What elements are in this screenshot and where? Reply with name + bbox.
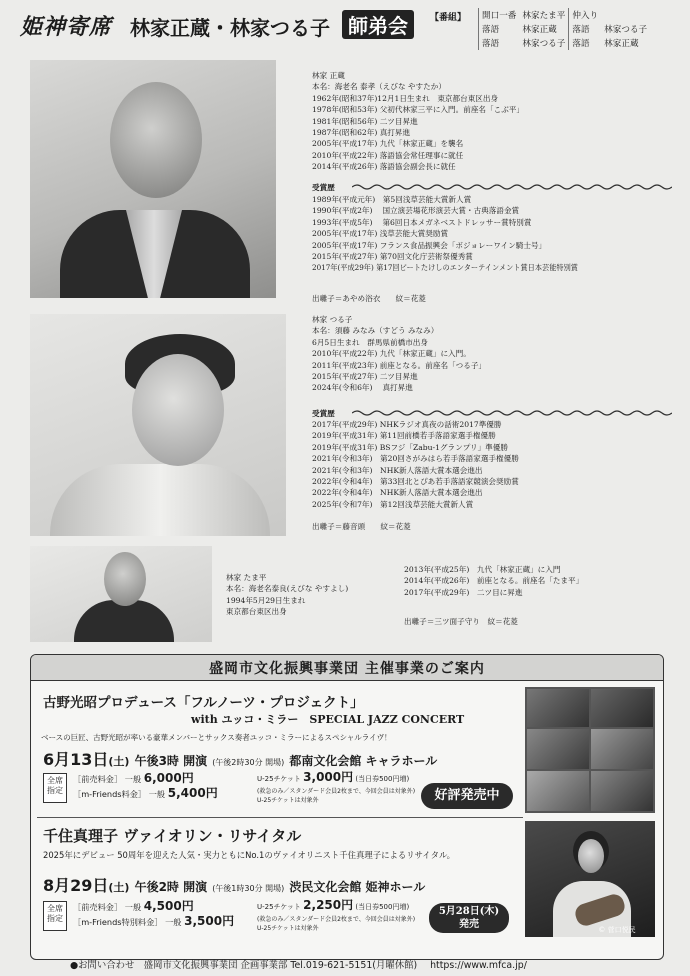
- event2-day: (土): [108, 881, 130, 894]
- notice-heading: 盛岡市文化振興事業団 主催事業のご案内: [31, 655, 663, 681]
- event1-venue: 都南文化会館 キャラホール: [289, 754, 438, 768]
- footer-contact: ●お問い合わせ 盛岡市文化振興事業団 企画事業部: [70, 960, 288, 971]
- price-value: 6,000円: [143, 771, 194, 785]
- performers-title: 林家正蔵・林家つる子: [130, 16, 330, 40]
- award-line: 1989年(平成元年) 第5回浅草芸能大賞新人賞: [312, 195, 472, 204]
- event1-subtitle: with ユッコ・ミラー SPECIAL JAZZ CONCERT: [191, 713, 465, 726]
- program-box: [430, 8, 682, 66]
- event1-desc: ベースの巨匠、古野光昭が率いる豪華メンバーとサックス奏者ユッコ・ミラーによるスペシャルライヴ！: [41, 733, 392, 742]
- program-cell: 落語: [479, 36, 520, 50]
- u25-note: (当日券500円増): [355, 775, 410, 783]
- career-line: 2014年(平成26年) 前座となる。前座名「たま平」: [404, 576, 584, 586]
- program-label: 【番組】: [430, 13, 467, 23]
- program-row: [479, 8, 651, 22]
- tsuruko-music: 出囃子＝藤音頭 紋＝花菱: [312, 522, 411, 531]
- profile-line: 本名：海老名 泰孝（えびな やすたか）: [312, 82, 446, 92]
- profile-line: 1962年(昭和37年)12月1日生まれ 東京都台東区出身: [312, 93, 499, 103]
- program-cell: 林家正蔵: [604, 39, 639, 49]
- profile-line: 2010年(平成22年) 落語協会常任理事に就任: [312, 150, 464, 160]
- tamahei-music: 出囃子＝三ツ面子守り 紋＝花菱: [404, 617, 518, 626]
- event-name: 姫神寄席: [20, 14, 113, 40]
- program-cell: 仲入り: [569, 8, 601, 22]
- u25-label: U-25チケット: [257, 903, 301, 911]
- u25-note: (当日券500円増): [355, 903, 410, 911]
- tsuruko-profile: [312, 314, 682, 394]
- tamahei-profile: [226, 572, 406, 618]
- program-cell: 林家つる子: [522, 39, 566, 49]
- header-title-block: [12, 8, 432, 44]
- notice-panel: [30, 654, 664, 960]
- small-note: U-25チケットは対象外: [257, 925, 319, 932]
- footer-tel[interactable]: Tel.019-621-5151(月曜休館): [290, 960, 418, 971]
- event2-doors: (午後1時30分 開場): [212, 884, 285, 893]
- small-note: U-25チケットは対象外: [257, 797, 319, 804]
- price-value: 3,500円: [184, 914, 235, 928]
- award-line: 2015年(平成27年) 第70回文化庁芸術祭優秀賞: [312, 252, 473, 262]
- program-cell: 落語: [569, 36, 601, 50]
- event1-day: (土): [108, 755, 130, 768]
- program-cell: 林家正蔵: [522, 25, 557, 35]
- program-cell: 林家つる子: [604, 25, 648, 35]
- career-line: 2013年(平成25年) 九代「林家正蔵」に入門: [404, 565, 561, 574]
- shozo-awards-label: 受賞歴: [312, 183, 335, 192]
- profile-line: 1994年5月29日生まれ: [226, 595, 306, 605]
- u25-price: 3,000円: [303, 770, 354, 784]
- profile-line: 2024年(令和6年) 真打昇進: [312, 383, 413, 393]
- career-line: 2017年(平成29年) 二ツ目に昇進: [404, 587, 523, 597]
- profile-line: 東京都台東区出身: [226, 607, 287, 617]
- program-cell: 林家たま平: [522, 11, 566, 21]
- award-line: 2019年(平成31年) 第11回前橋若手落語家選手権優勝: [312, 431, 496, 441]
- footer: [70, 957, 680, 971]
- event2-date-line: [43, 873, 425, 896]
- price-note: 一般: [124, 902, 142, 912]
- event2-desc: 2025年にデビュー 50周年を迎えた人気・実力ともにNo.1のヴァイオリニスト千住真理子によるリサイタル。: [43, 850, 456, 860]
- profile-name: 林家 つる子: [312, 315, 353, 324]
- price-label: ［m-Friends料金］: [73, 789, 147, 799]
- award-line: 2025年(令和7年) 第12回浅草芸能大賞新人賞: [312, 499, 474, 509]
- tsuruko-awards-label: 受賞歴: [312, 409, 335, 418]
- price-note: 一般: [165, 917, 182, 927]
- award-line: 1990年(平成2年) 国立演芸場花形演芸大賞・古典落語金賞: [312, 206, 520, 216]
- event2-title: 千住真理子 ヴァイオリン・リサイタル: [43, 827, 302, 845]
- event2-seat-label: 全席指定: [43, 901, 67, 931]
- award-line: 2005年(平成17年) 浅草芸能大賞奨励賞: [312, 229, 449, 239]
- release-date: 5月28日(木): [438, 906, 500, 917]
- award-line: 2022年(令和4年) 第33回北とぴあ若手落語家競演会奨励賞: [312, 477, 519, 487]
- award-line: 2005年(平成17年) フランス食品振興会「ボジョレーワイン騎士号」: [312, 240, 547, 250]
- event1-date-line: [43, 747, 437, 770]
- footer-url[interactable]: https://www.mfca.jp/: [430, 960, 527, 971]
- shozo-music: 出囃子＝あやめ浴衣 紋＝花菱: [312, 294, 426, 303]
- award-line: 1993年(平成5年) 第6回日本メガネベストドレッサー賞特別賞: [312, 217, 532, 227]
- program-cell: 落語: [569, 22, 601, 36]
- profile-name: 林家 正蔵: [312, 71, 345, 80]
- profile-line: 2011年(平成23年) 前座となる。前座名「つる子」: [312, 360, 487, 370]
- small-note: (救急のみ／スタンダード会員2枚まで、今回会員は対象外): [257, 788, 416, 795]
- price-note: 一般: [148, 789, 166, 799]
- price-label: ［前売料金］: [73, 902, 123, 912]
- program-table: [478, 8, 651, 50]
- event1-status-badge: 好評発売中: [421, 783, 513, 809]
- program-cell: 開口一番: [479, 8, 520, 22]
- profile-line: 2010年(平成22年) 九代「林家正蔵」に入門。: [312, 349, 471, 359]
- program-row: [479, 36, 651, 50]
- u25-label: U-25チケット: [257, 775, 301, 783]
- u25-price: 2,250円: [303, 898, 354, 912]
- profile-line: 1981年(昭和56年) 二ツ目昇進: [312, 116, 418, 126]
- price-value: 5,400円: [167, 786, 218, 800]
- small-note: (救急のみ／スタンダード会員2枚まで、今回会員は対象外): [257, 916, 416, 923]
- wavy-divider: [352, 409, 672, 417]
- price-label: ［m-Friends特別料金］: [73, 917, 163, 927]
- shozo-profile: [312, 70, 682, 173]
- price-row: [73, 914, 234, 929]
- price-label: ［前売料金］: [73, 774, 123, 784]
- profile-line: 本名：海老名泰良(えびな やすよし): [226, 584, 349, 594]
- program-cell: [601, 8, 650, 22]
- shozo-awards: [312, 194, 684, 274]
- event2-u25: [257, 898, 416, 933]
- event1-band-photo: [525, 687, 655, 813]
- event2-venue: 渋民文化会館 姫神ホール: [289, 880, 426, 894]
- award-line: 2021年(令和3年) 第20回さがみはら若手落語家選手権優勝: [312, 454, 519, 464]
- profile-line: 2015年(平成27年) 二ツ目昇進: [312, 372, 418, 382]
- award-line: 2022年(令和4年) NHK新人落語大賞本選会進出: [312, 488, 483, 498]
- tsuruko-awards: [312, 419, 684, 510]
- event1-doors: (午後2時30分 開場): [212, 758, 285, 767]
- profile-line: 2014年(平成26年) 落語協会副会長に就任: [312, 162, 456, 172]
- tamahei-career: [404, 564, 684, 598]
- event1-seat-label: 全席指定: [43, 773, 67, 803]
- award-line: 2021年(令和3年) NHK新人落語大賞本選会進出: [312, 465, 483, 475]
- profile-line: 1978年(昭和53年) 父初代林家三平に入門。前座名「こぶ平」: [312, 105, 524, 115]
- price-row: [73, 771, 218, 786]
- profile-line: 本名：須藤 みなみ（すどう みなみ）: [312, 326, 439, 336]
- wavy-divider: [352, 183, 672, 191]
- price-row: [73, 786, 218, 801]
- award-line: 2017年(平成29年) NHKラジオ真夜の話術2017準優勝: [312, 420, 502, 429]
- program-cell: 落語: [479, 22, 520, 36]
- event1-title: 古野光昭プロデュース「フルノーツ・プロジェクト」: [43, 695, 364, 711]
- event2-time: 午後2時 開演: [134, 880, 208, 894]
- release-label: 発売: [459, 919, 479, 930]
- price-row: [73, 899, 234, 914]
- tsuruko-photo: [30, 314, 286, 536]
- price-note: 一般: [124, 774, 142, 784]
- price-value: 4,500円: [143, 899, 194, 913]
- program-row: [479, 22, 651, 36]
- event2-violinist-photo: [525, 821, 655, 937]
- shozo-photo: [30, 60, 276, 298]
- award-line: 2017年(平成29年) 第17回ビートたけしのエンターテインメント賞日本芸能特別賞: [312, 263, 578, 273]
- profile-line: 1987年(昭和62年) 真打昇進: [312, 128, 411, 138]
- event1-u25: [257, 770, 416, 805]
- profile-name: 林家 たま平: [226, 573, 267, 582]
- event-type-badge: 師弟会: [342, 10, 414, 39]
- award-line: 2019年(平成31年) BSフジ「Zabu-1グランプリ」準優勝: [312, 442, 508, 452]
- photo-credit: © 菅口悦民: [598, 926, 636, 934]
- event2-prices: [73, 899, 234, 929]
- event1-prices: [73, 771, 218, 801]
- event-divider: [37, 817, 523, 818]
- profile-line: 6月5日生まれ 群馬県前橋市出身: [312, 337, 428, 347]
- event1-date: 6月13日: [43, 750, 109, 769]
- profile-line: 2005年(平成17年) 九代「林家正蔵」を襲名: [312, 139, 464, 149]
- tamahei-photo: [30, 546, 212, 642]
- event2-date: 8月29日: [43, 876, 109, 895]
- event2-release-badge: [429, 903, 509, 933]
- event1-time: 午後3時 開演: [134, 754, 208, 768]
